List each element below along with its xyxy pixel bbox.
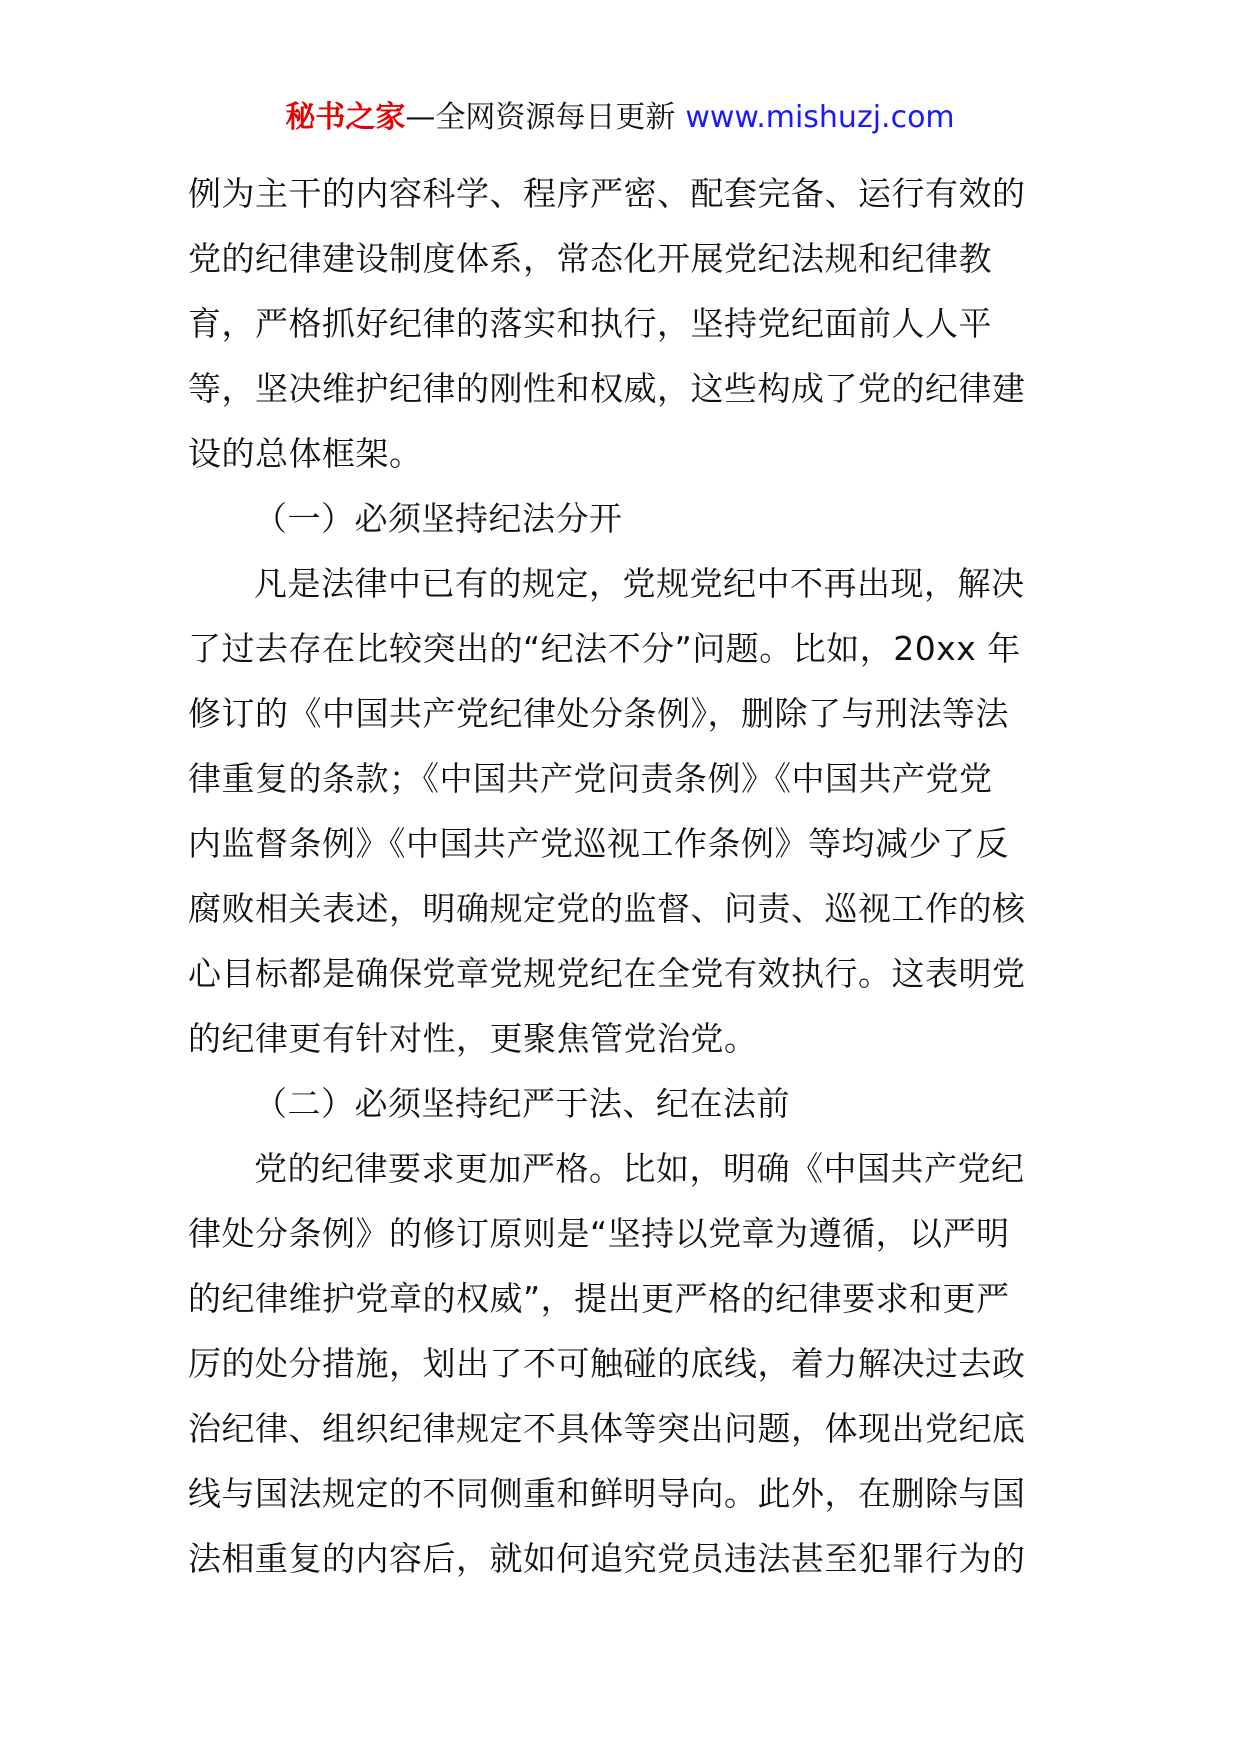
body-line: 了过去存在比较突出的“纪法不分”问题。比如，20xx 年: [188, 629, 1021, 668]
site-url-link[interactable]: www.mishuzj.com: [685, 100, 955, 135]
body-line: 育，严格抓好纪律的落实和执行，坚持党纪面前人人平: [188, 304, 992, 343]
site-brand: 秘书之家: [285, 100, 406, 135]
body-line: 线与国法规定的不同侧重和鲜明导向。此外，在删除与国: [188, 1474, 1026, 1513]
site-tagline: —全网资源每日更新: [405, 100, 676, 135]
body-line: 律重复的条款；《中国共产党问责条例》《中国共产党党: [188, 759, 993, 798]
body-line: 心目标都是确保党章党规党纪在全党有效执行。这表明党: [188, 954, 1026, 993]
body-line: 厉的处分措施，划出了不可触碰的底线，着力解决过去政: [188, 1344, 1026, 1383]
document-body: [188, 161, 1058, 1591]
page-header: [0, 98, 1240, 138]
paragraph-start: 党的纪律要求更加严格。比如，明确《中国共产党纪: [254, 1149, 1025, 1188]
body-line: 腐败相关表述，明确规定党的监督、问责、巡视工作的核: [188, 889, 1026, 928]
body-line: 修订的《中国共产党纪律处分条例》，删除了与刑法等法: [188, 694, 1009, 733]
body-line: 的纪律更有针对性，更聚焦管党治党。: [188, 1019, 758, 1058]
section-heading-1: （一）必须坚持纪法分开: [254, 499, 623, 538]
body-line: 例为主干的内容科学、程序严密、配套完备、运行有效的: [188, 174, 1026, 213]
body-line: 内监督条例》《中国共产党巡视工作条例》等均减少了反: [188, 824, 1009, 863]
body-line: 党的纪律建设制度体系，常态化开展党纪法规和纪律教: [188, 239, 992, 278]
body-line: 的纪律维护党章的权威”，提出更严格的纪律要求和更严: [188, 1279, 1010, 1318]
body-line: 等，坚决维护纪律的刚性和权威，这些构成了党的纪律建: [188, 369, 1026, 408]
section-heading-2: （二）必须坚持纪严于法、纪在法前: [254, 1084, 790, 1123]
paragraph-start: 凡是法律中已有的规定，党规党纪中不再出现，解决: [254, 564, 1025, 603]
body-line: 律处分条例》的修订原则是“坚持以党章为遵循，以严明: [188, 1214, 1010, 1253]
body-line: 法相重复的内容后，就如何追究党员违法甚至犯罪行为的: [188, 1539, 1026, 1578]
body-line: 设的总体框架。: [188, 434, 423, 473]
body-line: 治纪律、组织纪律规定不具体等突出问题，体现出党纪底: [188, 1409, 1026, 1448]
